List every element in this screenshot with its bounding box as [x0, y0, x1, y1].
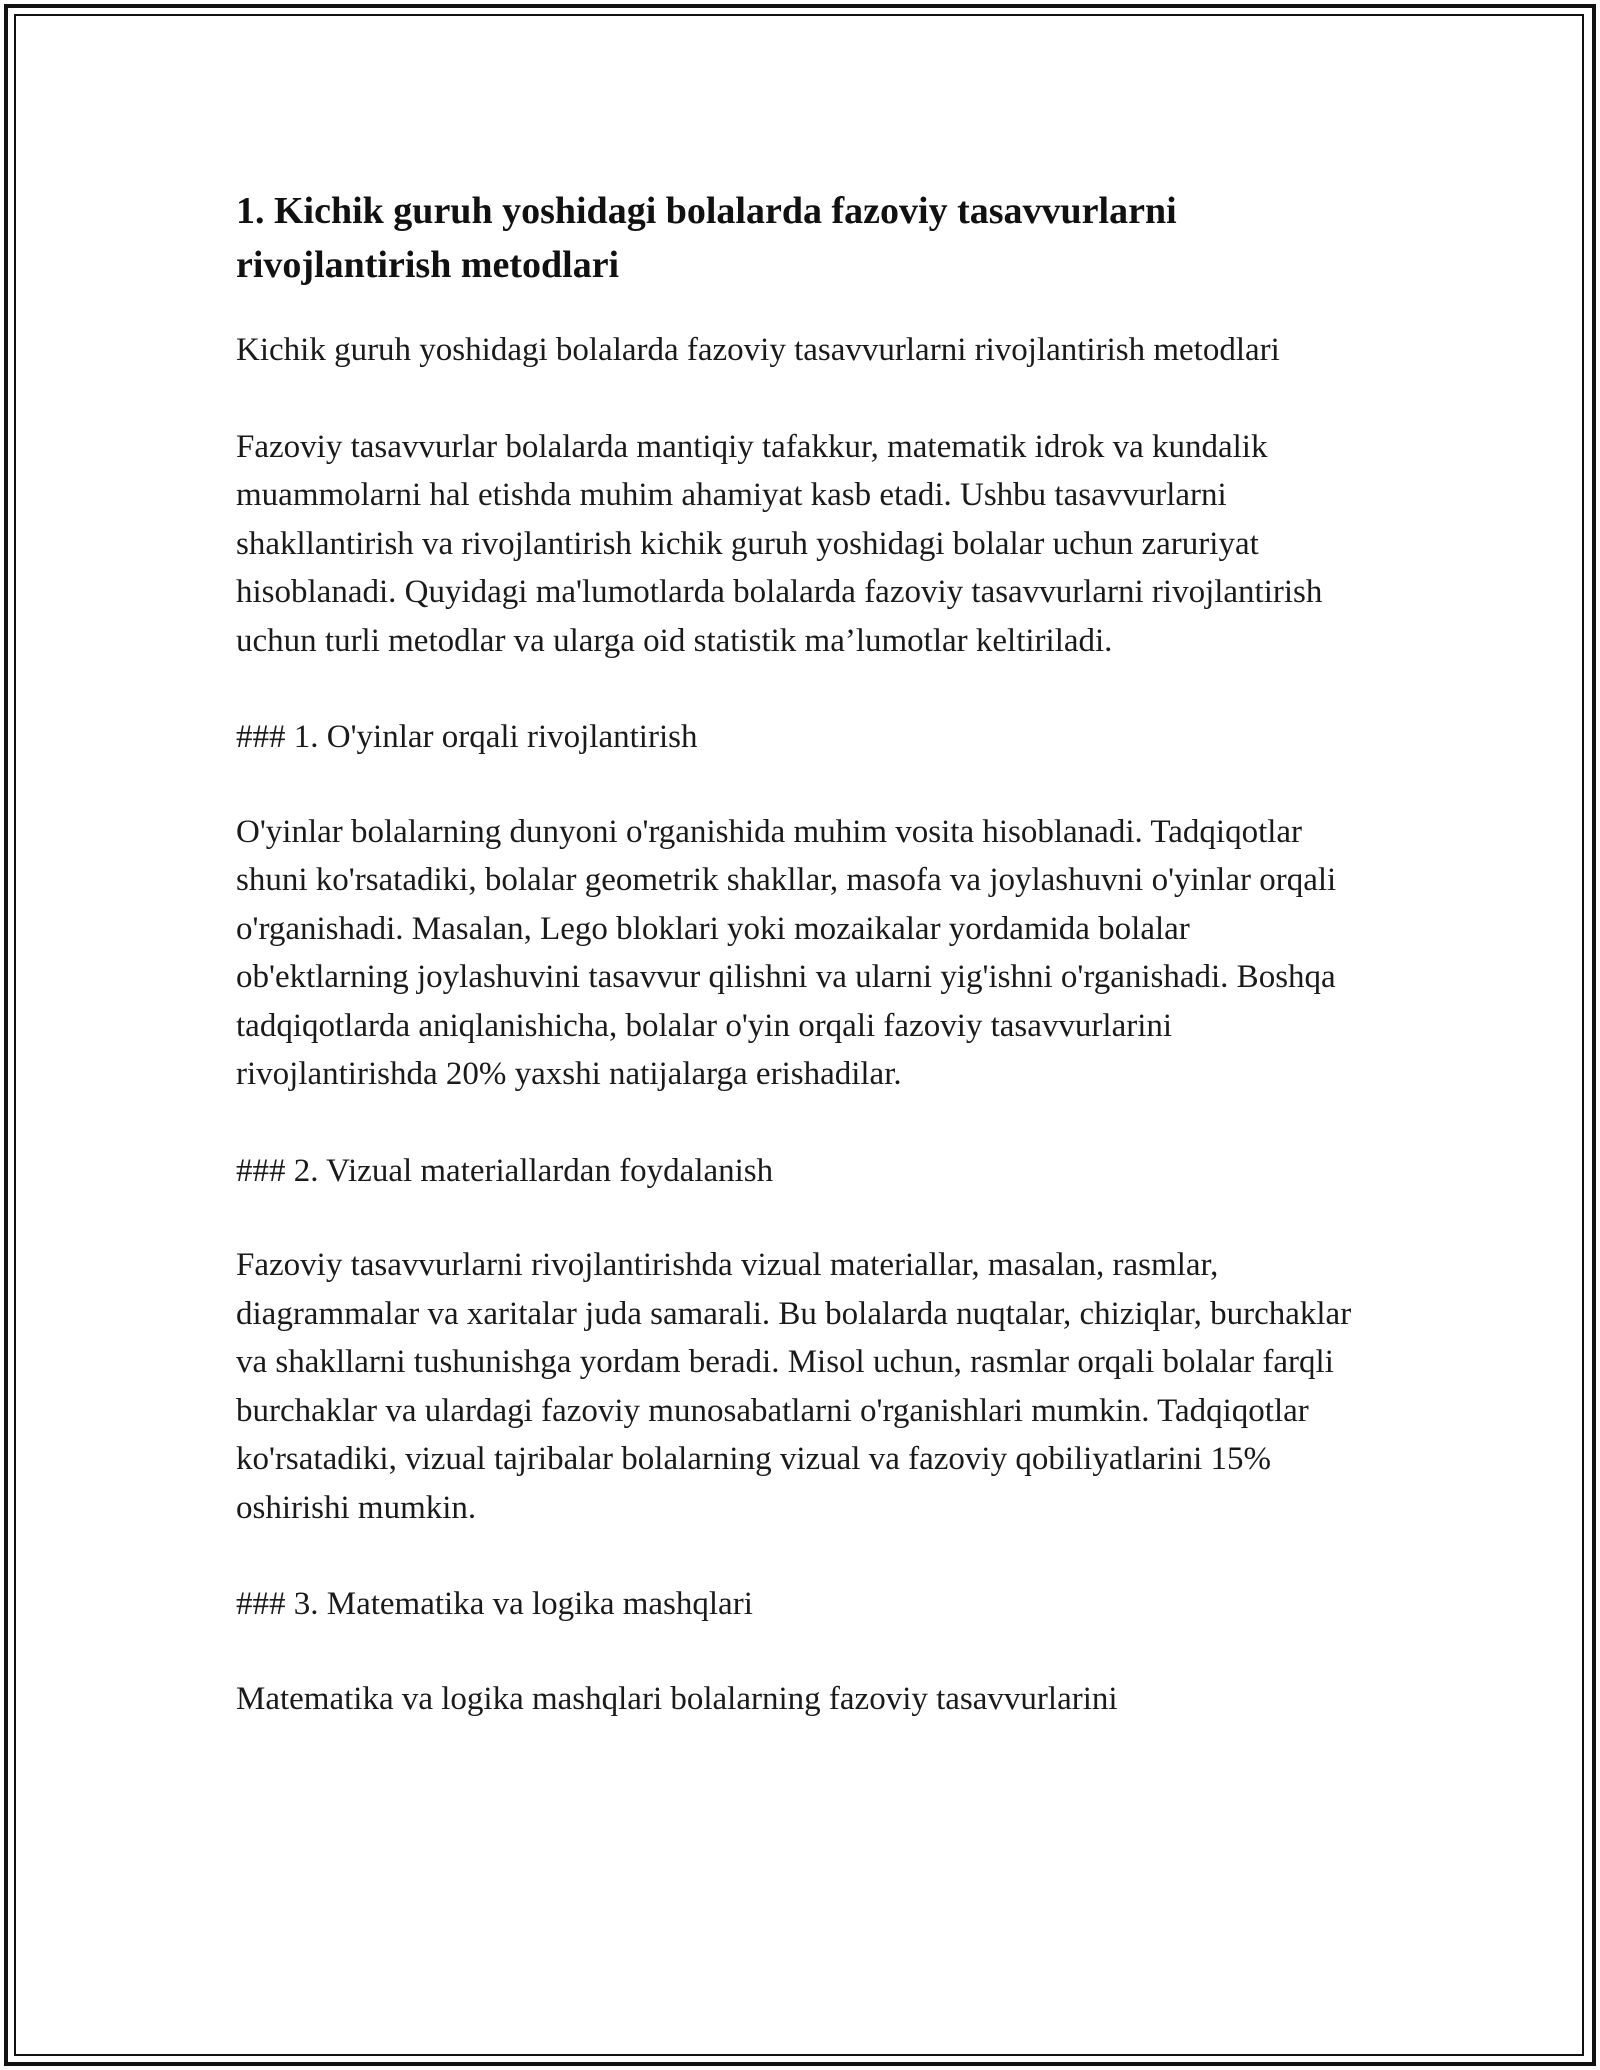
subtitle-paragraph: Kichik guruh yoshidagi bolalarda fazoviy tasavvurlarni rivojlantirish metodlari: [236, 332, 1280, 368]
section-heading-games: ### 1. O'yinlar orqali rivojlantirish: [236, 719, 698, 755]
intro-paragraph: Fazoviy tasavvurlar bolalarda mantiqiy tafakkur, matematik idrok va kundalik muammolarni hal etishda muhim ahamiyat kasb etadi. Ushbu tasavvurlarni shakllantirish va rivojlantirish kichik guruh yoshidagi bolalar uchun zaruriyat hisoblanadi. Quyidagi ma'lumotlarda bolalarda fazoviy tasavvurlarni rivojlantirish uchun turli metodlar va ularga oid statistik ma’lumotlar keltiriladi.: [236, 428, 1323, 659]
section-heading-visual: ### 2. Vizual materiallardan foydalanish: [236, 1152, 774, 1189]
document-body: [236, 184, 1368, 1771]
section-heading-math: ### 3. Matematika va logika mashqlari: [236, 1586, 753, 1622]
document-title: 1. Kichik guruh yoshidagi bolalarda fazoviy tasavvurlarni rivojlantirish metodlari: [236, 190, 1177, 286]
math-paragraph: Matematika va logika mashqlari bolalarning fazoviy tasavvurlarini: [236, 1680, 1118, 1717]
visual-paragraph: Fazoviy tasavvurlarni rivojlantirishda vizual materiallar, masalan, rasmlar, diagrammalar va xaritalar juda samarali. Bu bolalarda nuqtalar, chiziqlar, burchaklar va shakllarni tushunishga yordam beradi. Misol uchun, rasmlar orqali bolalar farqli burchaklar va ulardagi fazoviy munosabatlarni o'rganishlari mumkin. Tadqiqotlar ko'rsatadiki, vizual tajribalar bolalarning vizual va fazoviy qobiliyatlarini 15% oshirishi mumkin.: [236, 1247, 1352, 1526]
games-paragraph: O'yinlar bolalarning dunyoni o'rganishida muhim vosita hisoblanadi. Tadqiqotlar shuni ko'rsatadiki, bolalar geometrik shakllar, masofa va joylashuvni o'yinlar orqali o'rganishadi. Masalan, Lego bloklari yoki mozaikalar yordamida bolalar ob'ektlarning joylashuvini tasavvur qilishni va ularni yig'ishni o'rganishadi. Boshqa tadqiqotlarda aniqlanishicha, bolalar o'yin orqali fazoviy tasavvurlarini rivojlantirishda 20% yaxshi natijalarga erishadilar.: [236, 813, 1337, 1092]
